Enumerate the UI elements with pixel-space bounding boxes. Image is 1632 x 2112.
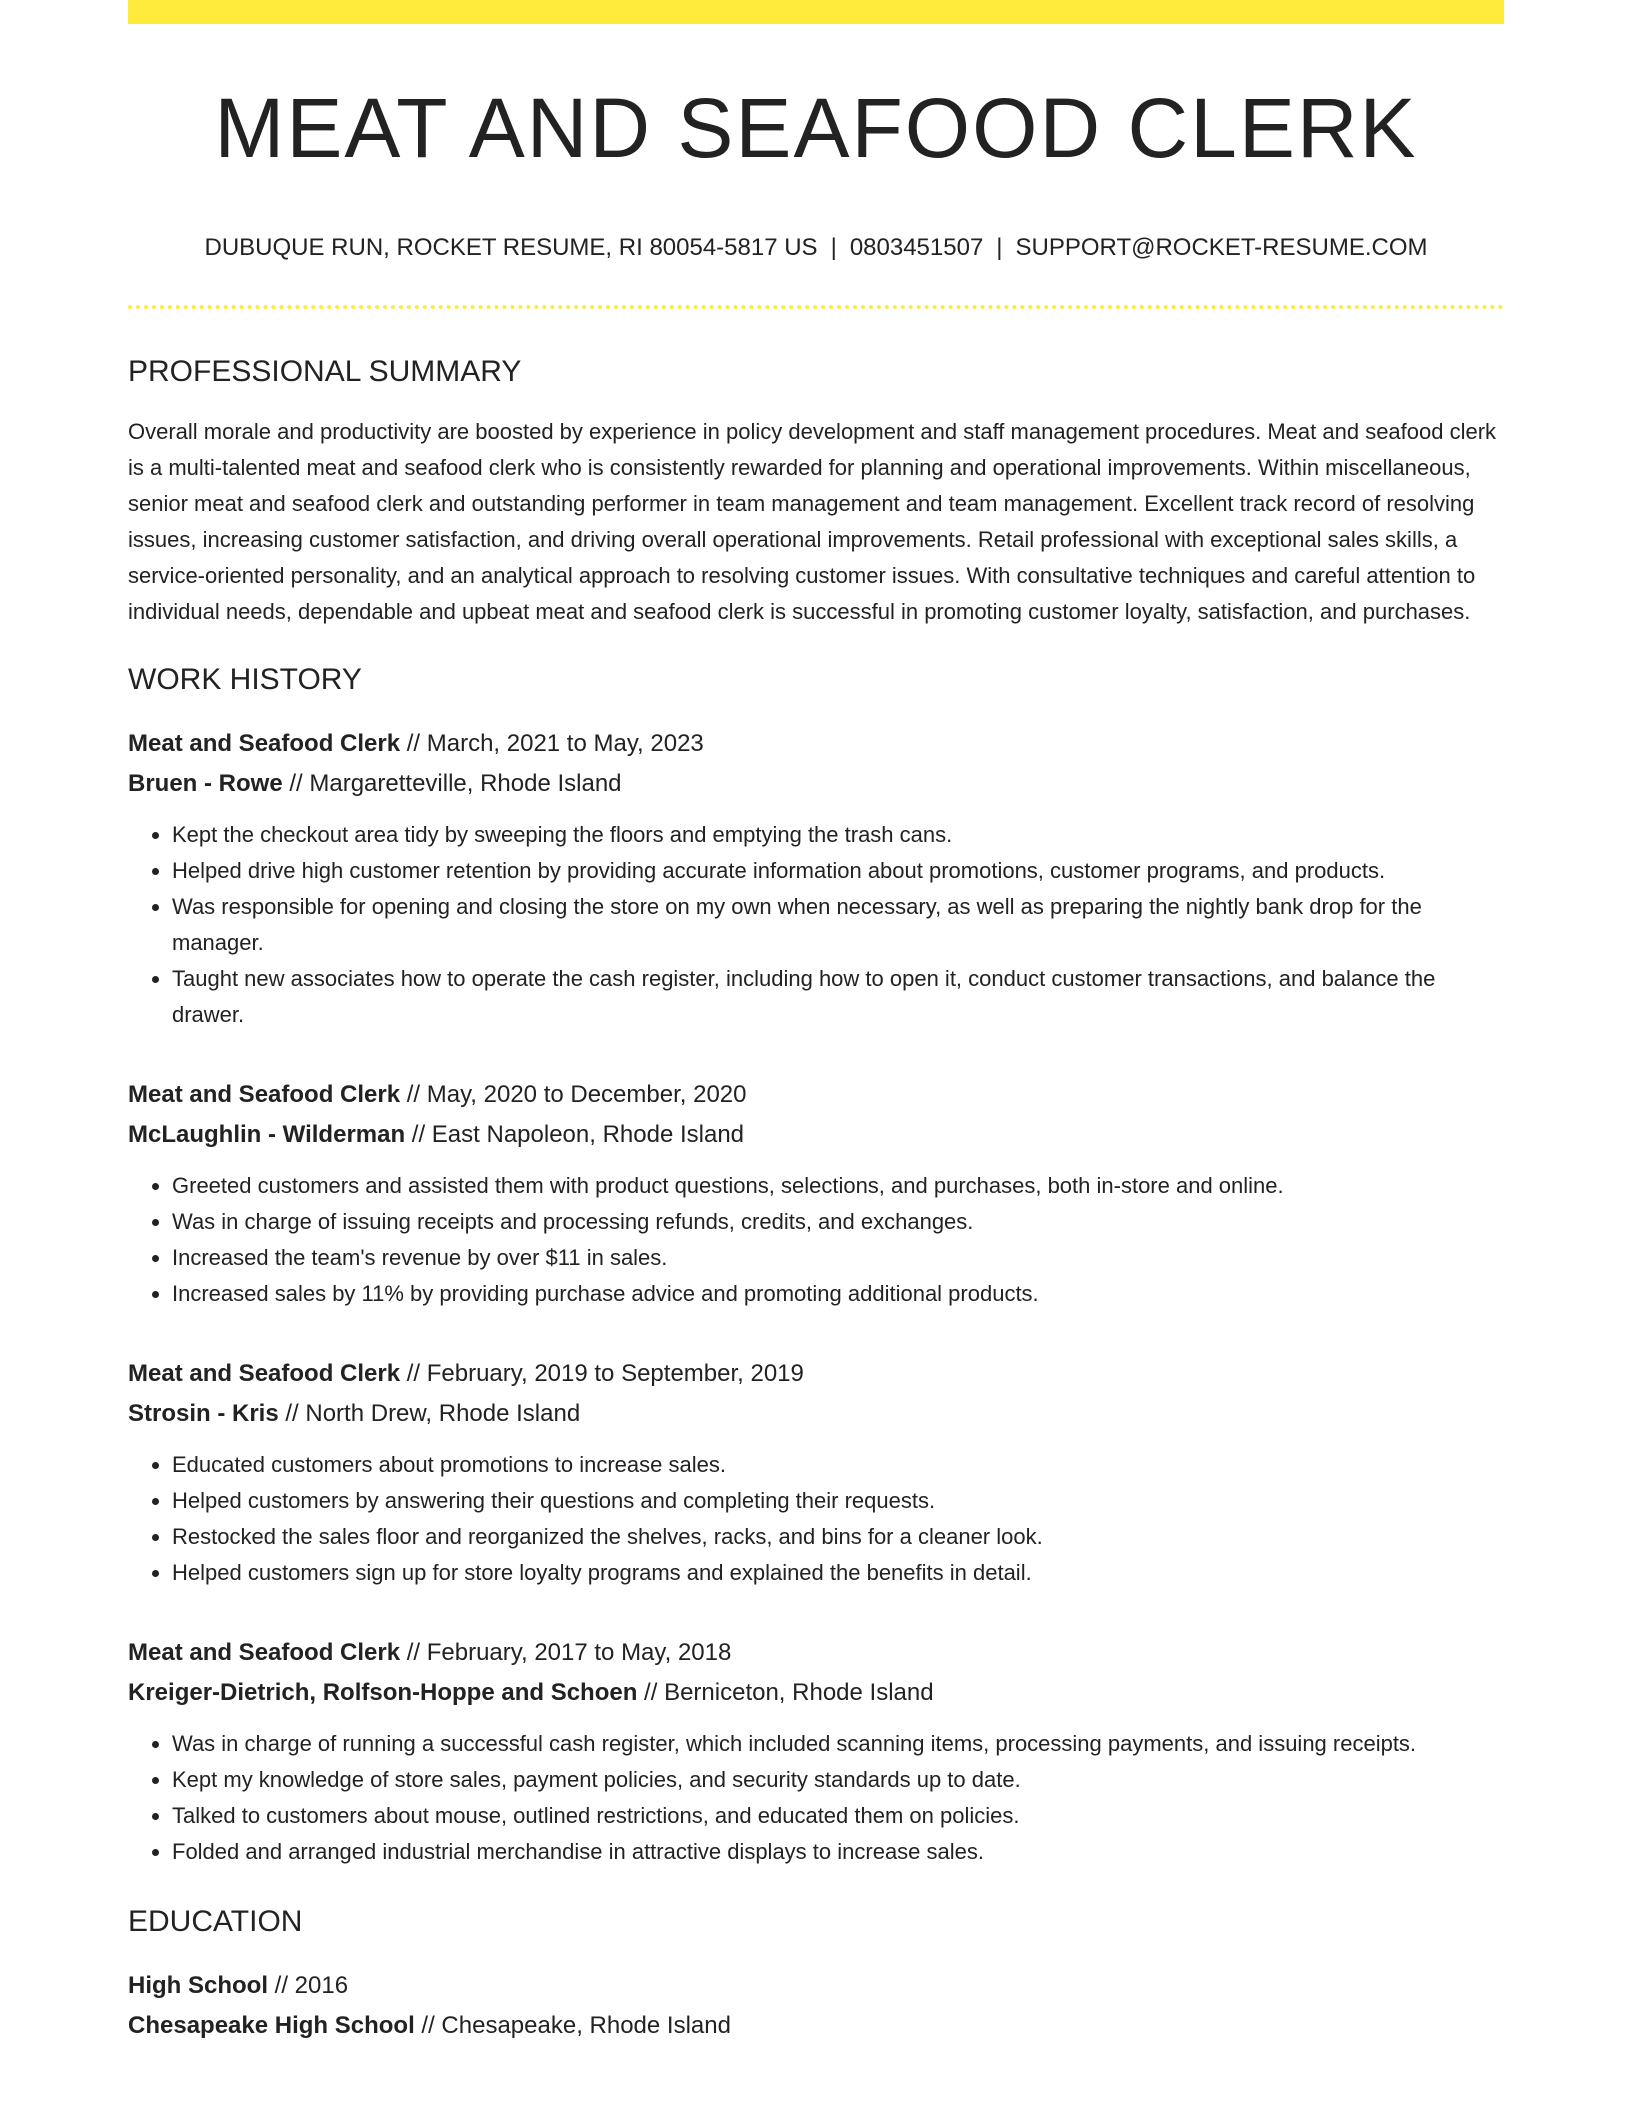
job-bullet: • Helped customers by answering their questions and completing their requests. <box>172 1483 1504 1519</box>
job-bullet: • Increased the team's revenue by over $11 in sales. <box>172 1240 1504 1276</box>
summary-text: Overall morale and productivity are boosted by experience in policy development and staff management procedures. Meat and seafood clerk is a multi-talented meat and seafood clerk who is consistently rewarded for planning and operational improvements. Within miscellaneous, senior meat and seafood clerk and outstanding performer in team management and team management. Excellent track record of resolving issues, increasing customer satisfaction, and driving overall operational improvements. Retail professional with exceptional sales skills, a service-oriented personality, and an analytical approach to resolving customer issues. With consultative techniques and careful attention to individual needs, dependable and upbeat meat and seafood clerk is successful in promoting customer loyalty, satisfaction, and purchases. <box>128 418 1497 624</box>
job-company-line <box>128 1673 1504 1713</box>
job-role-line <box>128 1075 1504 1115</box>
summary-heading: PROFESSIONAL SUMMARY <box>128 354 522 388</box>
job-company: McLaughlin - Wilderman <box>128 1120 406 1148</box>
job-company-line <box>128 764 1504 804</box>
job-bullet: • Helped customers sign up for store loyalty programs and explained the benefits in detail. <box>172 1555 1504 1591</box>
contact-line <box>128 234 1504 263</box>
work-history-heading: WORK HISTORY <box>128 662 362 696</box>
job-entry <box>128 1633 1504 1870</box>
job-bullet: • Helped drive high customer retention by providing accurate information about promotions, customer programs, and products. <box>172 853 1504 889</box>
contact-separator: | <box>996 234 1003 261</box>
job-company-line <box>128 1115 1504 1155</box>
work-history-list <box>128 724 1504 1870</box>
top-accent-bar <box>128 0 1504 24</box>
job-location: // East Napoleon, Rhode Island <box>405 1120 745 1148</box>
job-dates: // February, 2017 to May, 2018 <box>400 1638 732 1666</box>
job-bullet: • Restocked the sales floor and reorganized the shelves, racks, and bins for a cleaner look. <box>172 1519 1504 1555</box>
job-company: Bruen - Rowe <box>128 769 283 797</box>
job-role-line <box>128 1633 1504 1673</box>
job-bullet: • Was responsible for opening and closing the store on my own when necessary, as well as preparing the nightly bank drop for the manager. <box>172 889 1504 961</box>
job-entry <box>128 1075 1504 1312</box>
job-dates: // March, 2021 to May, 2023 <box>400 729 704 757</box>
job-role-line <box>128 724 1504 764</box>
job-bullet: • Talked to customers about mouse, outlined restrictions, and educated them on policies. <box>172 1798 1504 1834</box>
job-role: Meat and Seafood Clerk <box>128 729 401 757</box>
job-dates: // May, 2020 to December, 2020 <box>400 1080 747 1108</box>
job-bullet: • Educated customers about promotions to increase sales. <box>172 1447 1504 1483</box>
job-company-line <box>128 1394 1504 1434</box>
job-bullet: • Greeted customers and assisted them with product questions, selections, and purchases, both in-store and online. <box>172 1168 1504 1204</box>
job-role: Meat and Seafood Clerk <box>128 1359 401 1387</box>
job-bullet: • Was in charge of issuing receipts and processing refunds, credits, and exchanges. <box>172 1204 1504 1240</box>
job-bullets <box>128 1168 1504 1312</box>
job-bullets <box>128 817 1504 1033</box>
job-role: Meat and Seafood Clerk <box>128 1080 401 1108</box>
resume-page <box>128 0 1504 2046</box>
job-role-line <box>128 1354 1504 1394</box>
job-entry <box>128 1354 1504 1591</box>
job-company: Kreiger-Dietrich, Rolfson-Hoppe and Schoen <box>128 1678 638 1706</box>
education-degree: High School <box>128 1971 268 1999</box>
resume-name-title: MEAT AND SEAFOOD CLERK <box>214 81 1418 175</box>
job-bullet: • Was in charge of running a successful cash register, which included scanning items, processing payments, and issuing receipts. <box>172 1726 1504 1762</box>
education-year: // 2016 <box>268 1971 349 1999</box>
dotted-divider <box>128 305 1504 309</box>
education-heading: EDUCATION <box>128 1904 303 1938</box>
education-entry <box>128 1966 1504 2046</box>
job-bullet: • Folded and arranged industrial merchandise in attractive displays to increase sales. <box>172 1834 1504 1870</box>
job-bullet: • Kept my knowledge of store sales, payment policies, and security standards up to date. <box>172 1762 1504 1798</box>
job-dates: // February, 2019 to September, 2019 <box>400 1359 804 1387</box>
contact-email: SUPPORT@ROCKET-RESUME.COM <box>1015 234 1428 261</box>
contact-address: DUBUQUE RUN, ROCKET RESUME, RI 80054-5817 US <box>204 234 818 261</box>
job-company: Strosin - Kris <box>128 1399 279 1427</box>
education-degree-line <box>128 1966 1504 2006</box>
job-bullet: • Kept the checkout area tidy by sweeping the floors and emptying the trash cans. <box>172 817 1504 853</box>
education-school-line <box>128 2006 1504 2046</box>
job-bullets <box>128 1726 1504 1870</box>
job-location: // North Drew, Rhode Island <box>278 1399 581 1427</box>
job-bullet: • Increased sales by 11% by providing purchase advice and promoting additional products. <box>172 1276 1504 1312</box>
job-role: Meat and Seafood Clerk <box>128 1638 401 1666</box>
job-location: // Berniceton, Rhode Island <box>637 1678 934 1706</box>
education-school: Chesapeake High School <box>128 2011 415 2039</box>
education-location: // Chesapeake, Rhode Island <box>414 2011 731 2039</box>
contact-separator: | <box>830 234 837 261</box>
contact-phone: 0803451507 <box>849 234 984 261</box>
job-bullet: • Taught new associates how to operate the cash register, including how to open it, conduct customer transactions, and balance the drawer. <box>172 961 1504 1033</box>
job-bullets <box>128 1447 1504 1591</box>
job-entry <box>128 724 1504 1033</box>
job-location: // Margaretteville, Rhode Island <box>282 769 622 797</box>
